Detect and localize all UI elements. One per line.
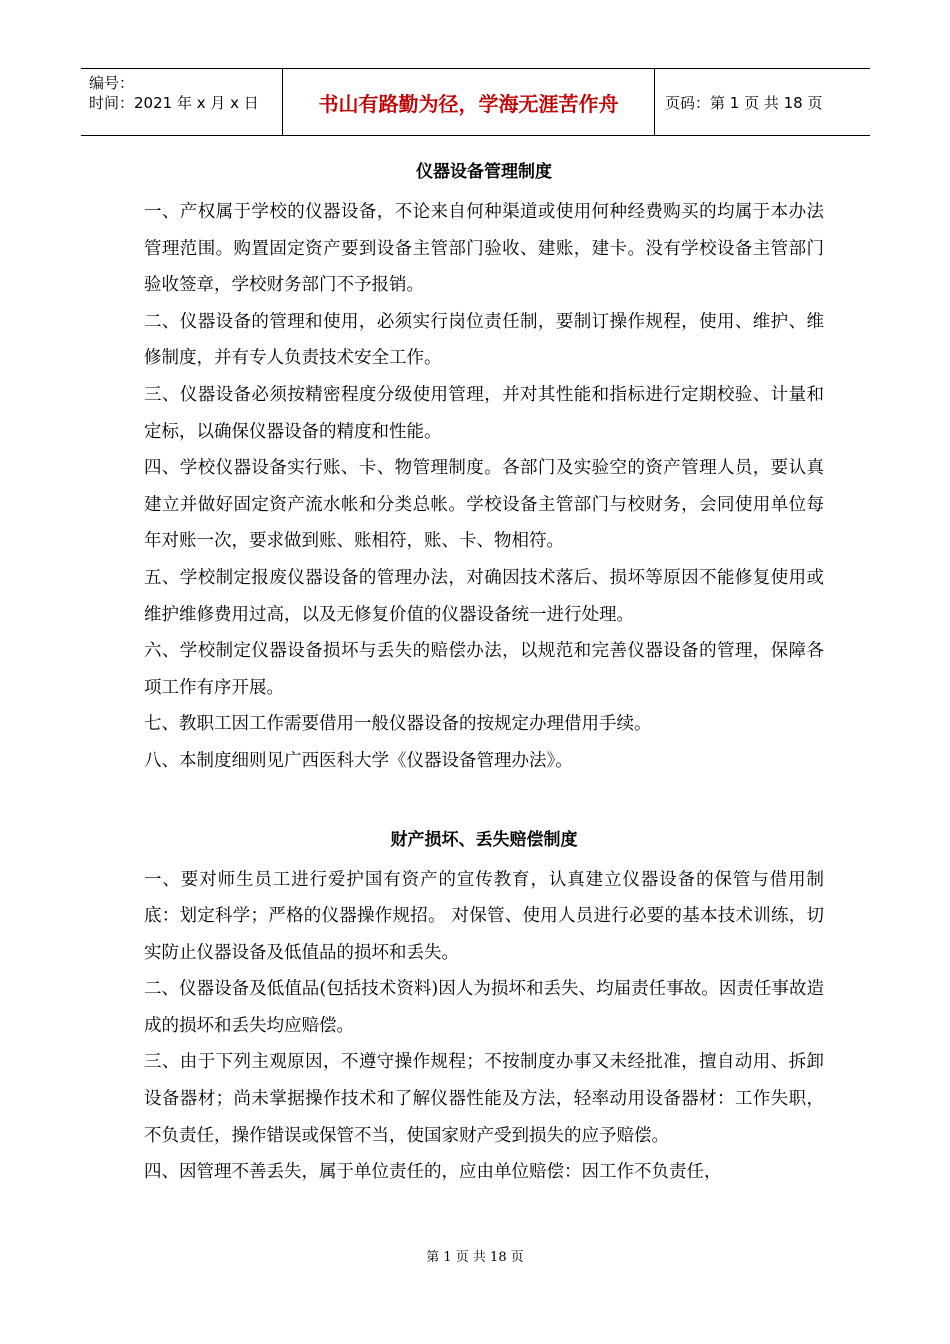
paragraph: 四、因管理不善丢失，属于单位责任的，应由单位赔偿：因工作不负责任， bbox=[144, 1162, 722, 1183]
paragraph: 七、教职工因工作需要借用一般仪器设备的按规定办理借用手续。 bbox=[144, 714, 652, 735]
header-slogan: 书山有路勤为径，学海无涯苦作舟 bbox=[283, 69, 655, 135]
paragraph: 二、仪器设备的管理和使用，必须实行岗位责任制，要制订操作规程，使用、维护、维修制度，并有专人负责技术安全工作。 bbox=[144, 311, 824, 369]
document-number-label: 编号： bbox=[89, 74, 135, 92]
document-date-label: 时间：2021 年 x 月 x 日 bbox=[89, 94, 259, 112]
paragraph: 三、仪器设备必须按精密程度分级使用管理，并对其性能和指标进行定期校验、计量和定标，以确保仪器设备的精度和性能。 bbox=[144, 384, 824, 442]
header-meta-cell bbox=[81, 69, 283, 135]
paragraph: 一、产权属于学校的仪器设备，不论来自何种渠道或使用何种经费购买的均属于本办法管理范围。购置固定资产要到设备主管部门验收、建账，建卡。没有学校设备主管部门验收签章，学校财务部门不予报销。 bbox=[144, 202, 824, 296]
document-body bbox=[144, 150, 824, 1191]
header-table bbox=[81, 68, 870, 136]
paragraph: 二、仪器设备及低值品(包括技术资料)因人为损坏和丢失、均届责任事故。因责任事故造成的损坏和丢失均应赔偿。 bbox=[144, 979, 824, 1036]
paragraph: 一、要对师生员工进行爱护国有资产的宣传教育，认真建立仪器设备的保管与借用制底：划定科学；严格的仪器操作规招。 对保管、使用人员进行必要的基本技术训练，切实防止仪器设备及低值品的损坏和丢失。 bbox=[144, 869, 824, 963]
section-spacer bbox=[144, 780, 824, 818]
paragraph: 八、本制度细则见广西医科大学《仪器设备管理办法》。 bbox=[144, 750, 573, 771]
page-footer: 第 1 页 共 18 页 bbox=[426, 1250, 524, 1265]
paragraph: 三、由于下列主观原因，不遵守操作规程；不按制度办事又未经批准，擅自动用、拆卸设备器材；尚未掌据操作技术和了解仪器性能及方法，轻率动用设备器材：工作失职，不负责任，操作错误或保管不当，使国家财产受到损失的应予赔偿。 bbox=[144, 1052, 824, 1146]
header-page-info: 页码：第 1 页 共 18 页 bbox=[665, 93, 823, 112]
section-title-damage-compensation: 财产损坏、丢失赔偿制度 bbox=[390, 829, 578, 850]
section-title-equipment-management: 仪器设备管理制度 bbox=[416, 162, 552, 182]
paragraph: 四、学校仪器设备实行账、卡、物管理制度。各部门及实验空的资产管理人员，要认真建立并做好固定资产流水帐和分类总帐。学校设备主管部门与校财务，会同使用单位每年对账一次，要求做到账、账相符，账、卡、物相符。 bbox=[144, 458, 824, 552]
paragraph: 六、学校制定仪器设备损坏与丢失的赔偿办法，以规范和完善仪器设备的管理，保障各项工作有序开展。 bbox=[144, 641, 824, 698]
paragraph: 五、学校制定报废仪器设备的管理办法，对确因技术落后、损坏等原因不能修复使用或维护维修费用过高，以及无修复价值的仪器设备统一进行处理。 bbox=[144, 567, 824, 625]
